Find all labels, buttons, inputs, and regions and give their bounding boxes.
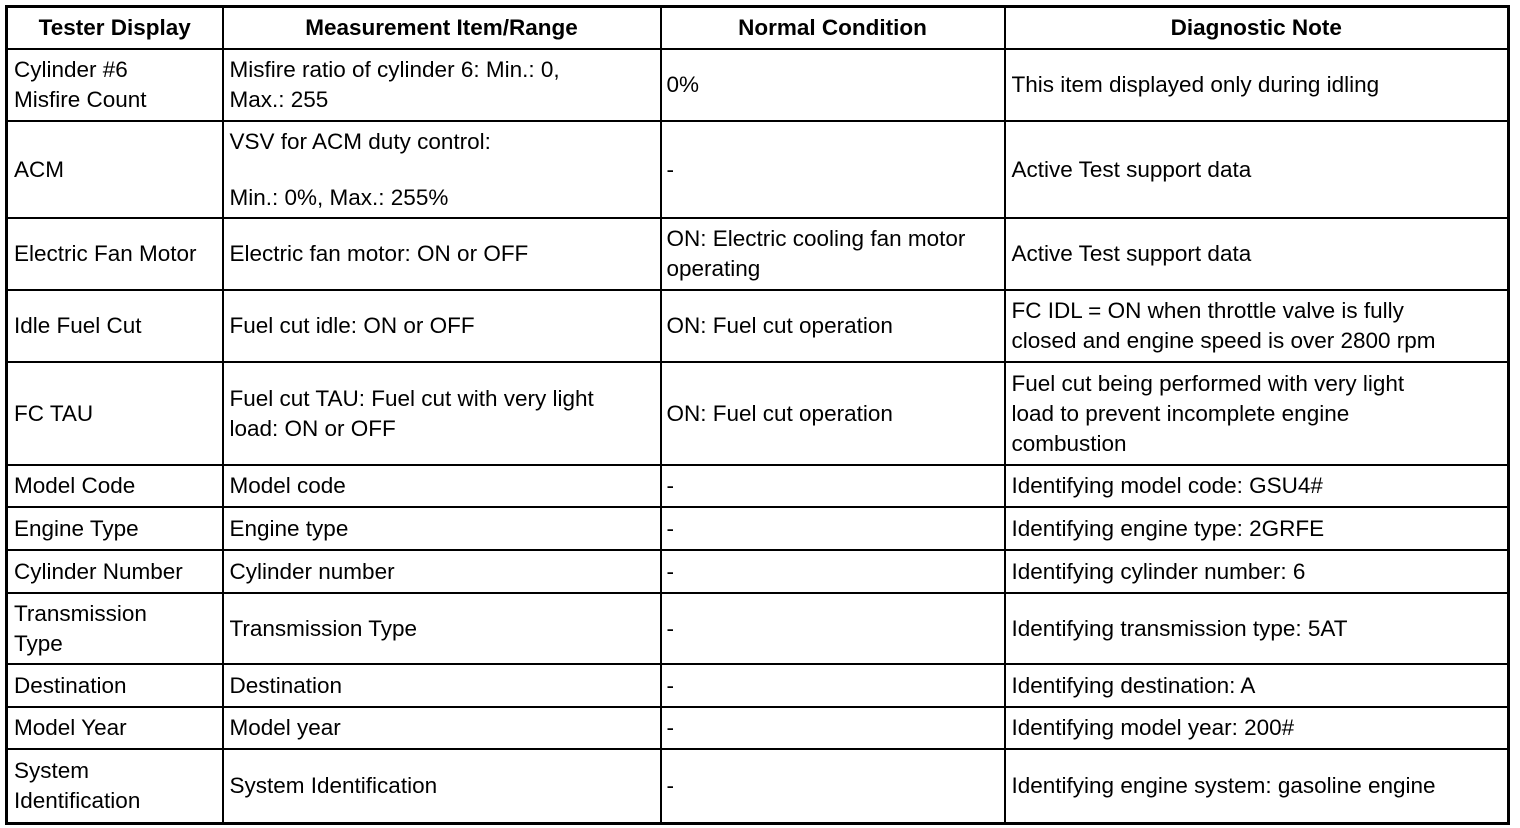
tester-display-cell xyxy=(7,664,223,707)
normal-condition-cell xyxy=(661,218,1005,290)
measurement-item-cell xyxy=(223,664,661,707)
diagnostic-note-cell xyxy=(1005,593,1509,664)
cell-text-line: Type xyxy=(14,630,63,656)
normal-condition-cell xyxy=(661,593,1005,664)
measurement-item-cell xyxy=(223,465,661,507)
cell-text-line: Model year xyxy=(229,715,341,740)
table-row xyxy=(7,664,1509,707)
cell-text-line: Transmission xyxy=(14,600,147,626)
table-row xyxy=(7,465,1509,507)
measurement-item-cell xyxy=(223,550,661,593)
header-tester-display: Tester Display xyxy=(7,7,223,50)
table-row xyxy=(7,290,1509,362)
cell-text-line: Electric Fan Motor xyxy=(14,241,197,266)
cell-text-line: Identifying destination: A xyxy=(1011,672,1256,698)
cell-text-line: combustion xyxy=(1011,430,1127,456)
header-normal-condition: Normal Condition xyxy=(661,7,1005,50)
cell-text-line: VSV for ACM duty control: xyxy=(229,128,491,154)
header-diagnostic-note: Diagnostic Note xyxy=(1005,7,1509,50)
cell-text-line: - xyxy=(666,772,674,798)
table-row xyxy=(7,362,1509,465)
measurement-item-cell xyxy=(223,218,661,290)
cell-text-line: Model Code xyxy=(14,473,136,498)
table-row xyxy=(7,593,1509,664)
cell-text-line: Identifying engine system: gasoline engine xyxy=(1011,772,1436,798)
cell-text-line: Active Test support data xyxy=(1011,156,1252,182)
cell-text-line: This item displayed only during idling xyxy=(1011,72,1380,97)
diagnostic-note-cell xyxy=(1005,664,1509,707)
diagnostic-note-cell xyxy=(1005,507,1509,550)
normal-condition-cell xyxy=(661,49,1005,121)
cell-text-line: Electric fan motor: ON or OFF xyxy=(229,241,529,266)
measurement-item-cell xyxy=(223,49,661,121)
diagnostic-note-cell xyxy=(1005,121,1509,218)
table-row xyxy=(7,707,1509,749)
table-body xyxy=(7,49,1509,823)
normal-condition-cell xyxy=(661,121,1005,218)
cell-text-line: - xyxy=(666,715,674,740)
cell-text-line: Cylinder number xyxy=(229,558,395,584)
tester-display-cell xyxy=(7,121,223,218)
diagnostic-note-cell xyxy=(1005,749,1509,823)
normal-condition-cell xyxy=(661,749,1005,823)
table-row xyxy=(7,507,1509,550)
measurement-item-cell xyxy=(223,121,661,218)
normal-condition-cell xyxy=(661,707,1005,749)
tester-display-cell xyxy=(7,507,223,550)
diagnostic-note-cell xyxy=(1005,218,1509,290)
cell-text-line: Cylinder Number xyxy=(14,558,183,584)
measurement-item-cell xyxy=(223,749,661,823)
tester-display-cell xyxy=(7,550,223,593)
normal-condition-cell xyxy=(661,550,1005,593)
diagnostic-note-cell xyxy=(1005,550,1509,593)
cell-text-line: closed and engine speed is over 2800 rpm xyxy=(1011,328,1436,353)
diagnostic-note-cell xyxy=(1005,49,1509,121)
cell-text-line: load to prevent incomplete engine xyxy=(1011,400,1350,426)
cell-text-line: Destination xyxy=(14,672,127,698)
cell-text-line: Min.: 0%, Max.: 255% xyxy=(229,184,449,210)
table-row xyxy=(7,218,1509,290)
cell-text-line: Misfire ratio of cylinder 6: Min.: 0, xyxy=(229,57,560,82)
cell-text-line: Identifying cylinder number: 6 xyxy=(1011,558,1306,584)
tester-display-cell xyxy=(7,465,223,507)
normal-condition-cell xyxy=(661,290,1005,362)
normal-condition-cell xyxy=(661,507,1005,550)
cell-text-line: Destination xyxy=(229,672,343,698)
cell-text-line: Transmission Type xyxy=(229,615,418,641)
cell-text-line: FC IDL = ON when throttle valve is fully xyxy=(1011,298,1404,323)
normal-condition-cell xyxy=(661,664,1005,707)
tester-display-cell xyxy=(7,749,223,823)
cell-text-line: - xyxy=(666,515,674,541)
cell-text-line: - xyxy=(666,672,674,698)
tester-display-cell xyxy=(7,49,223,121)
cell-text-line: - xyxy=(666,156,674,182)
cell-text-line: Idle Fuel Cut xyxy=(14,313,142,338)
cell-text-line: Identifying model code: GSU4# xyxy=(1011,473,1323,498)
normal-condition-cell xyxy=(661,362,1005,465)
tester-display-cell xyxy=(7,707,223,749)
tester-display-cell xyxy=(7,362,223,465)
measurement-item-cell xyxy=(223,707,661,749)
cell-text-line: Engine Type xyxy=(14,515,139,541)
cell-text-line: Active Test support data xyxy=(1011,241,1252,266)
cell-text-line: 0% xyxy=(666,72,700,97)
cell-text-line: ON: Fuel cut operation xyxy=(666,400,893,426)
diagnostic-data-table-container xyxy=(5,5,1510,825)
cell-text-line: Engine type xyxy=(229,515,349,541)
diagnostic-note-cell xyxy=(1005,290,1509,362)
cell-text-line: ON: Electric cooling fan motor xyxy=(666,226,966,251)
cell-text-line: System xyxy=(14,757,90,783)
cell-text-line: Fuel cut idle: ON or OFF xyxy=(229,313,475,338)
tester-display-cell xyxy=(7,593,223,664)
line-gap xyxy=(230,157,654,183)
cell-text-line: Identifying model year: 200# xyxy=(1011,715,1295,740)
cell-text-line: - xyxy=(666,615,674,641)
measurement-item-cell xyxy=(223,593,661,664)
cell-text-line: operating xyxy=(666,256,761,281)
cell-text-line: load: ON or OFF xyxy=(229,415,396,441)
tester-display-cell xyxy=(7,290,223,362)
cell-text-line: Cylinder #6 xyxy=(14,57,128,82)
table-row xyxy=(7,749,1509,823)
cell-text-line: - xyxy=(666,473,674,498)
tester-display-cell xyxy=(7,218,223,290)
cell-text-line: Model Year xyxy=(14,715,127,740)
cell-text-line: Model code xyxy=(229,473,346,498)
cell-text-line: Identifying engine type: 2GRFE xyxy=(1011,515,1325,541)
table-row xyxy=(7,550,1509,593)
cell-text-line: FC TAU xyxy=(14,400,94,426)
cell-text-line: - xyxy=(666,558,674,584)
table-row xyxy=(7,121,1509,218)
measurement-item-cell xyxy=(223,362,661,465)
diagnostic-note-cell xyxy=(1005,707,1509,749)
diagnostic-note-cell xyxy=(1005,465,1509,507)
header-row xyxy=(7,7,1509,50)
cell-text-line: Identification xyxy=(14,787,141,813)
header-measurement-item: Measurement Item/Range xyxy=(223,7,661,50)
cell-text-line: ACM xyxy=(14,156,64,182)
measurement-item-cell xyxy=(223,507,661,550)
cell-text-line: Misfire Count xyxy=(14,87,147,112)
cell-text-line: ON: Fuel cut operation xyxy=(666,313,893,338)
cell-text-line: Fuel cut TAU: Fuel cut with very light xyxy=(229,385,594,411)
cell-text-line: System Identification xyxy=(229,772,438,798)
cell-text-line: Fuel cut being performed with very light xyxy=(1011,370,1405,396)
normal-condition-cell xyxy=(661,465,1005,507)
cell-text-line: Identifying transmission type: 5AT xyxy=(1011,615,1348,641)
table-row xyxy=(7,49,1509,121)
diagnostic-note-cell xyxy=(1005,362,1509,465)
diagnostic-data-table xyxy=(5,5,1510,825)
measurement-item-cell xyxy=(223,290,661,362)
cell-text-line: Max.: 255 xyxy=(229,87,329,112)
